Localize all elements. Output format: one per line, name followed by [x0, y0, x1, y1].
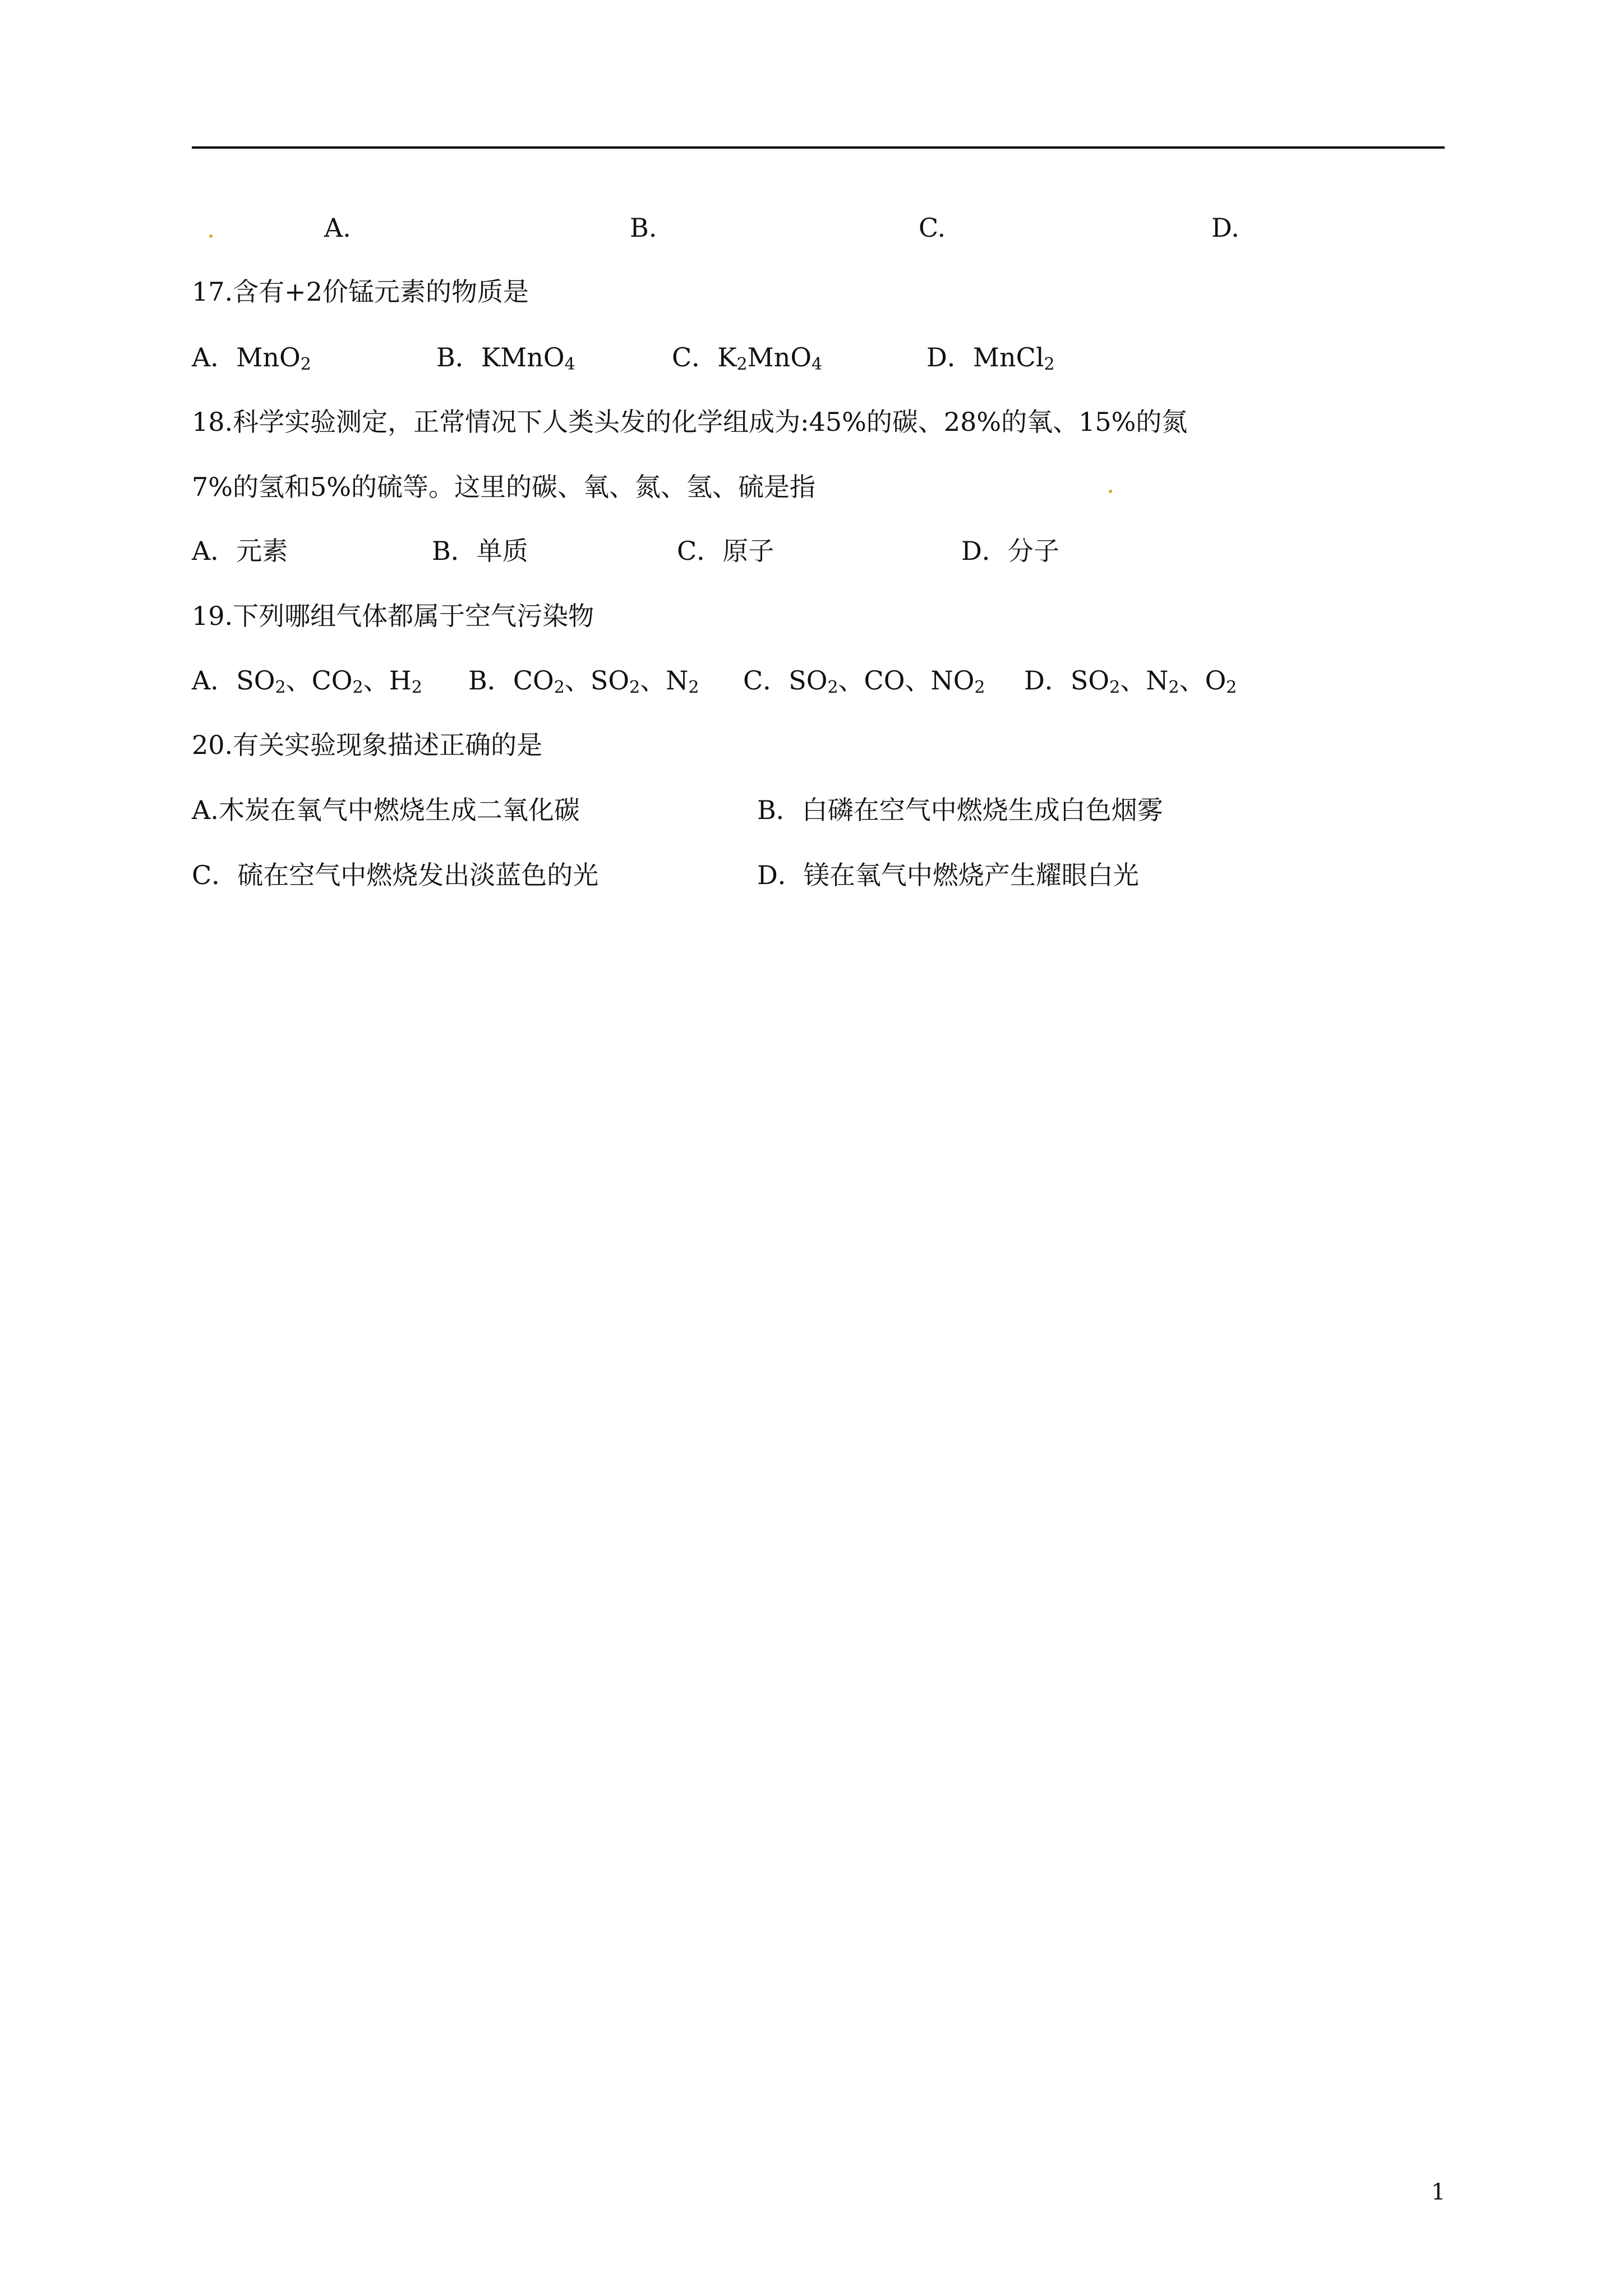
q19-stem: 19.下列哪组气体都属于空气污染物: [192, 601, 594, 631]
q20-option-d: D．镁在氧气中燃烧产生耀眼白光: [757, 860, 1139, 890]
q20-option-a: A.木炭在氧气中燃烧生成二氧化碳: [192, 795, 580, 825]
prev-option-a: A.: [324, 213, 351, 243]
q18-stem-line2: 7%的氢和5%的硫等。这里的碳、氧、氮、氢、硫是指: [192, 472, 815, 502]
q20-stem: 20.有关实验现象描述正确的是: [192, 730, 543, 760]
decorative-dot: [209, 234, 213, 238]
prev-option-c: C.: [919, 213, 946, 243]
q18-option-c: C．原子: [677, 536, 774, 566]
decorative-dot: [1109, 490, 1112, 493]
q18-option-a: A．元素: [192, 536, 288, 566]
q17-option-a: A．MnO$_2$: [192, 342, 311, 374]
q17-option-b: B．KMnO$_4$: [436, 342, 575, 374]
q18-option-d: D．分子: [961, 536, 1059, 566]
q20-option-c: C．硫在空气中燃烧发出淡蓝色的光: [192, 860, 599, 890]
header-rule: [192, 146, 1445, 149]
q19-option-c: C．$SO_2$、CO、$NO_2$: [743, 665, 985, 697]
q18-stem-line1: 18.科学实验测定，正常情况下人类头发的化学组成为:45%的碳、28%的氧、15%的氮: [192, 407, 1188, 437]
q17-option-d: D．MnCl$_2$: [926, 342, 1055, 374]
q20-option-b: B．白磷在空气中燃烧生成白色烟雾: [757, 795, 1163, 825]
prev-option-b: B.: [630, 213, 657, 243]
q19-option-a: A．$SO_2$、$CO_2$、$H_2$: [192, 665, 422, 697]
page-number: 1: [1431, 2179, 1446, 2205]
q19-option-d: D．$SO_2$、$N_2$、$O_2$: [1024, 665, 1237, 697]
q18-option-b: B．单质: [432, 536, 528, 566]
q19-option-b: B．$CO_2$、$SO_2$、$N_2$: [468, 665, 699, 697]
prev-option-d: D.: [1211, 213, 1239, 243]
q17-stem: 17.含有+2价锰元素的物质是: [192, 277, 529, 307]
q17-option-c: C．$K_2MnO_4$: [672, 342, 823, 374]
